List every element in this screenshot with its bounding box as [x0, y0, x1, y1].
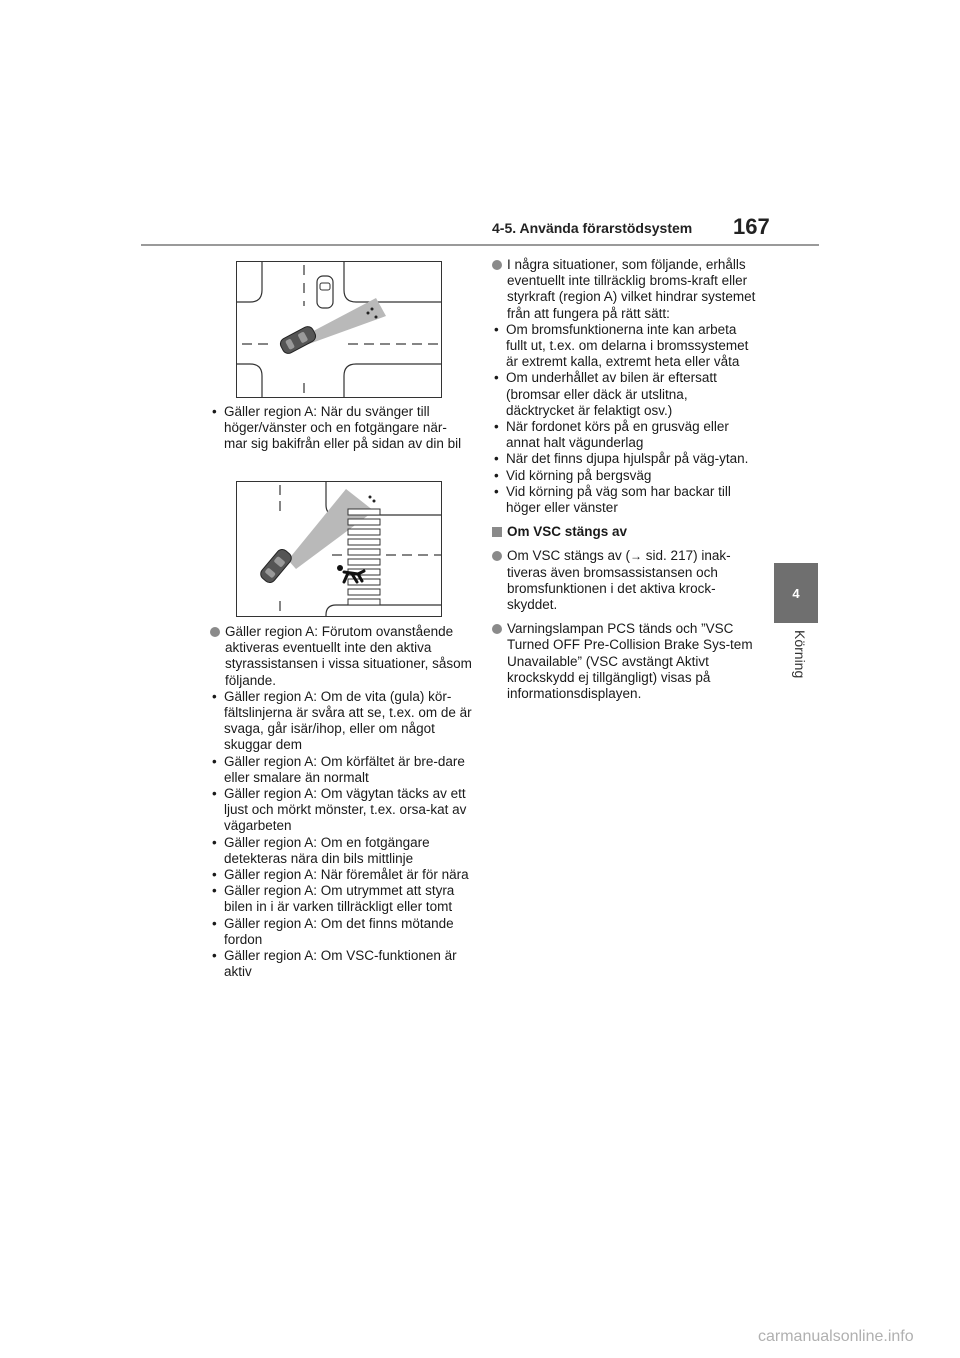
- list-item: • Gäller region A: När föremålet är för nära: [210, 867, 472, 883]
- circle-bullet-icon: [210, 627, 220, 637]
- subheading: Om VSC stängs av: [492, 524, 756, 540]
- list-item: • Gäller region A: Om de vita (gula) kör-fältslinjerna är svåra att se, t.ex. om de är svaga, går isär/ihop, eller om något skuggar dem: [210, 689, 472, 754]
- site-watermark: carmanualsonline.info: [758, 1328, 914, 1345]
- list-item: • Gäller region A: Om det finns mötande fordon: [210, 916, 472, 948]
- square-bullet-icon: [492, 527, 502, 537]
- left-column: [210, 624, 472, 980]
- section-title: 4-5. Använda förarstödsystem: [492, 220, 693, 236]
- chapter-label: Körning: [792, 630, 808, 679]
- paragraph: Varningslampan PCS tänds och ”VSC Turned OFF Pre-Collision Brake Sys-tem Unavailable” (VSC avstängt Aktivt krockskydd ej tillgängligt) visas på informationsdisplayen.: [492, 621, 756, 702]
- chapter-number: 4: [792, 585, 800, 601]
- list-item: • Gäller region A: Om utrymmet att styra bilen in i är varken tillräckligt eller tomt: [210, 883, 472, 915]
- list-item: • Vid körning på bergsväg: [492, 468, 756, 484]
- paragraph: Om VSC stängs av (→ sid. 217) inak-tiveras även bromsassistansen och bromsfunktionen i det aktiva krock-skyddet.: [492, 548, 756, 613]
- turning-pedestrian-figure: [236, 261, 442, 398]
- list-item: • Vid körning på väg som har backar till höger eller vänster: [492, 484, 756, 516]
- page-number: 167: [733, 214, 770, 239]
- list-item: • Gäller region A: Om en fotgängare detekteras nära din bils mittlinje: [210, 835, 472, 867]
- circle-bullet-icon: [492, 551, 502, 561]
- crosswalk-pedestrian-figure: [236, 481, 442, 617]
- figure1-caption: [210, 404, 468, 453]
- header-divider: [141, 244, 819, 246]
- list-item: • Gäller region A: När du svänger till höger/vänster och en fotgängare när-mar sig bakifrån eller på sidan av din bil: [210, 404, 468, 453]
- circle-bullet-icon: [492, 260, 502, 270]
- list-item: • När fordonet körs på en grusväg eller annat halt vägunderlag: [492, 419, 756, 451]
- list-item: • Om bromsfunktionerna inte kan arbeta fullt ut, t.ex. om delarna i bromssystemet är extremt kalla, extremt heta eller våta: [492, 322, 756, 371]
- arrow-right-icon: →: [630, 549, 643, 564]
- list-item: • Om underhållet av bilen är eftersatt (bromsar eller däck är utslitna, däcktrycket är felaktigt osv.): [492, 370, 756, 419]
- paragraph: I några situationer, som följande, erhålls eventuellt inte tillräcklig broms-kraft eller styrkraft (region A) vilket hindrar systemet från att fungera på rätt sätt:: [492, 257, 756, 322]
- list-item: • Gäller region A: Om VSC-funktionen är aktiv: [210, 948, 472, 980]
- circle-bullet-icon: [492, 624, 502, 634]
- list-item: • Gäller region A: Om körfältet är bre-dare eller smalare än normalt: [210, 754, 472, 786]
- limitations-list: [210, 689, 472, 981]
- list-item: • När det finns djupa hjulspår på väg-ytan.: [492, 451, 756, 467]
- conditions-list: [492, 322, 756, 516]
- chapter-tab: [774, 563, 818, 623]
- list-item: • Gäller region A: Om vägytan täcks av ett ljust och mörkt mönster, t.ex. orsa-kat av vägarbeten: [210, 786, 472, 835]
- paragraph: Gäller region A: Förutom ovanstående aktiveras eventuellt inte den aktiva styrassistansen i vissa situationer, såsom följande.: [210, 624, 472, 689]
- right-column: [492, 257, 756, 702]
